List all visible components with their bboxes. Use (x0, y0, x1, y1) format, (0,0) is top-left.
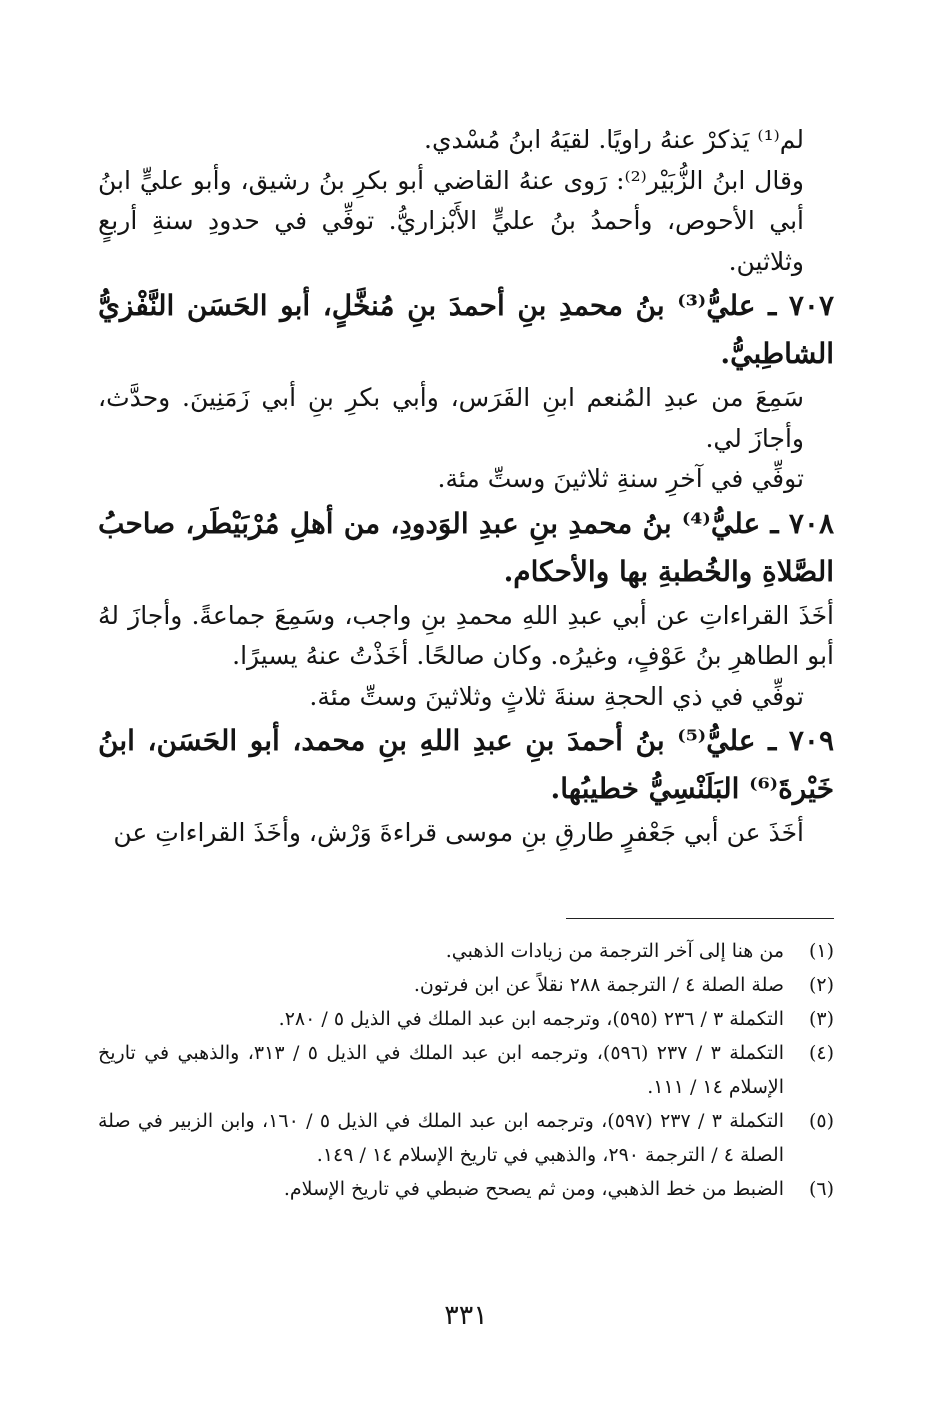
footnote-text: الضبط من خط الذهبي، ومن ثم يصحح ضبطي في تاريخ الإسلام. (283, 1178, 784, 1200)
footnote-item (98, 968, 834, 1002)
footnote-item (98, 1002, 834, 1036)
entry-709-heading: ٧٠٩ ـ عليُّ⁽⁵⁾ بنُ أحمدَ بنِ عبدِ اللهِ بنِ محمد، أبو الحَسَن، ابنُ خَيْرةَ⁽⁶⁾ البَلَنْسِيُّ خطيبُها. (98, 724, 834, 805)
entry-708-heading: ٧٠٨ ـ عليُّ⁽⁴⁾ بنُ محمدِ بنِ عبدِ الوَدودِ، من أهلِ مُرْبَيْطَر، صاحبُ الصَّلاةِ والخُطبةِ بها والأحكام. (98, 506, 835, 588)
footnote-number: (٤) (808, 1042, 834, 1064)
paragraph-5: أخَذَ القراءاتِ عن أبي عبدِ اللهِ محمدِ بنِ واجب، وسَمِعَ جماعةً. وأجازَ لهُ أبو الطاهرِ بنُ عَوْفٍ، وغيرُه. وكان صالحًا. أخَذْتُ عنهُ يسيرًا. (98, 600, 834, 670)
footnote-divider (566, 918, 834, 919)
main-text (98, 120, 834, 854)
footnote-number: (٦) (808, 1178, 834, 1200)
footnote-item (98, 934, 834, 968)
page-number: ٣٣١ (444, 1300, 488, 1331)
paragraph-2: وقال ابنُ الزُّبَيْر⁽²⁾: رَوى عنهُ القاضي أبو بكرِ بنُ رشيق، وأبو عليٍّ ابنُ أبي الأحوص، وأحمدُ بنُ عليٍّ الأَبْزاريُّ. توفِّي في حدودِ سنةِ أربعٍ وثلاثين. (98, 165, 804, 276)
paragraph-1: لم⁽¹⁾ يَذكرْ عنهُ راويًا. لقيَهُ ابنُ مُسْدي. (424, 125, 804, 154)
footnote-number: (٢) (808, 974, 834, 996)
footnote-number: (٥) (808, 1110, 834, 1132)
paragraph-6: توفِّي في ذي الحجةِ سنةَ ثلاثٍ وثلاثينَ وستِّ مئة. (309, 681, 804, 711)
footnote-item (98, 1172, 834, 1206)
entry-707-heading: ٧٠٧ ـ عليُّ⁽³⁾ بنُ محمدِ بنِ أحمدَ بنِ مُنخَّلٍ، أبو الحَسَن النَّفْزيُّ الشاطِبيُّ. (98, 289, 835, 370)
footnote-item (98, 1036, 834, 1104)
footnote-text: التكملة ٣ / ٢٣٦ (٥٩٥)، وترجمه ابن عبد الملك في الذيل ٥ / ٢٨٠. (278, 1008, 784, 1030)
footnote-item (98, 1104, 834, 1172)
paragraph-7: أخَذَ عن أبي جَعْفرٍ طارقِ بنِ موسى قراءةَ وَرْش، وأخَذَ القراءاتِ عن (113, 818, 804, 847)
footnote-text: من هنا إلى آخر الترجمة من زيادات الذهبي. (445, 940, 784, 962)
book-page (98, 108, 834, 1338)
footnote-number: (١) (808, 940, 834, 962)
footnote-text: التكملة ٣ / ٢٣٧ (٥٩٧)، وترجمه ابن عبد الملك في الذيل ٥ / ١٦٠، وابن الزبير في صلة الصلة ٤ / الترجمة ٢٩٠، والذهبي في تاريخ الإسلام ١٤ / ١٤٩. (98, 1110, 785, 1166)
footnotes (98, 934, 834, 1206)
footnote-text: صلة الصلة ٤ / الترجمة ٢٨٨ نقلاً عن ابن فرتون. (413, 974, 784, 996)
paragraph-4: توفِّي في آخرِ سنةِ ثلاثينَ وستِّ مئة. (437, 464, 804, 493)
paragraph-3: سَمِعَ من عبدِ المُنعم ابنِ الفَرَس، وأبي بكرِ بنِ أبي زَمَنِينَ. وحدَّث، وأجازَ لي. (98, 383, 804, 453)
footnote-text: التكملة ٣ / ٢٣٧ (٥٩٦)، وترجمه ابن عبد الملك في الذيل ٥ / ٣١٣، والذهبي في تاريخ الإسلام ١٤ / ١١١. (98, 1042, 785, 1098)
footnote-number: (٣) (808, 1008, 834, 1030)
